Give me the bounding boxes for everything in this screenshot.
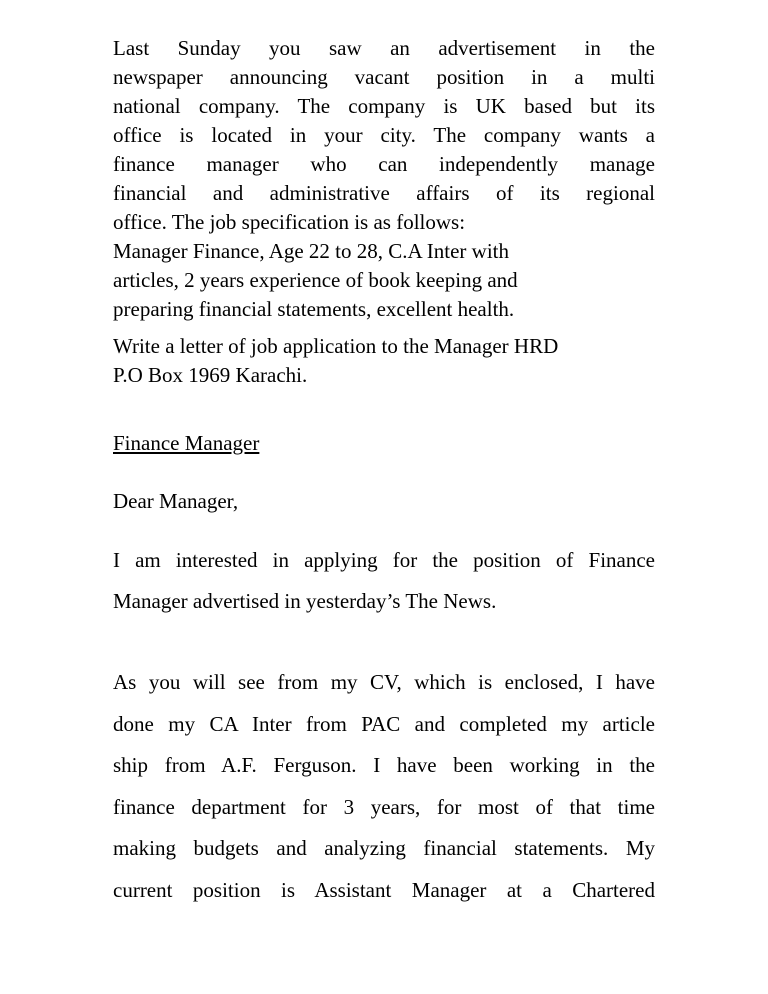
job-specification-line: Manager Finance, Age 22 to 28, C.A Inter with bbox=[113, 239, 510, 263]
job-specification-line: articles, 2 years experience of book keeping and bbox=[113, 268, 518, 292]
letter-line: finance department for 3 years, for most of that time bbox=[113, 794, 655, 819]
prompt-line: financial and administrative affairs of its regional bbox=[113, 181, 655, 205]
letter-paragraph bbox=[113, 662, 655, 911]
letter-heading: Finance Manager bbox=[113, 431, 260, 455]
letter-salutation: Dear Manager, bbox=[113, 489, 239, 513]
instruction-line: Write a letter of job application to the Manager HRD bbox=[113, 334, 559, 358]
prompt-line: newspaper announcing vacant position in a multi bbox=[113, 65, 655, 89]
letter-line: ship from A.F. Ferguson. I have been working in the bbox=[113, 753, 655, 777]
letter-paragraph bbox=[113, 540, 655, 622]
letter-line: Manager advertised in yesterday’s The News. bbox=[113, 589, 497, 613]
letter-line: current position is Assistant Manager at a Chartered bbox=[113, 877, 655, 902]
letter-line: done my CA Inter from PAC and completed my article bbox=[113, 711, 655, 736]
assignment-instruction bbox=[113, 332, 655, 390]
prompt-line: national company. The company is UK based but its bbox=[113, 94, 655, 118]
job-specification-line: preparing financial statements, excellent health. bbox=[113, 297, 515, 321]
instruction-line: P.O Box 1969 Karachi. bbox=[113, 363, 308, 387]
prompt-line: office is located in your city. The company wants a bbox=[113, 123, 655, 147]
prompt-line: office. The job specification is as follows: bbox=[113, 210, 466, 234]
letter-line: making budgets and analyzing financial statements. My bbox=[113, 836, 655, 860]
prompt-line: finance manager who can independently manage bbox=[113, 152, 655, 176]
assignment-prompt bbox=[113, 34, 655, 324]
prompt-line: Last Sunday you saw an advertisement in the bbox=[113, 36, 655, 60]
letter-line: I am interested in applying for the position of Finance bbox=[113, 548, 655, 572]
letter-line: As you will see from my CV, which is enclosed, I have bbox=[113, 670, 655, 694]
